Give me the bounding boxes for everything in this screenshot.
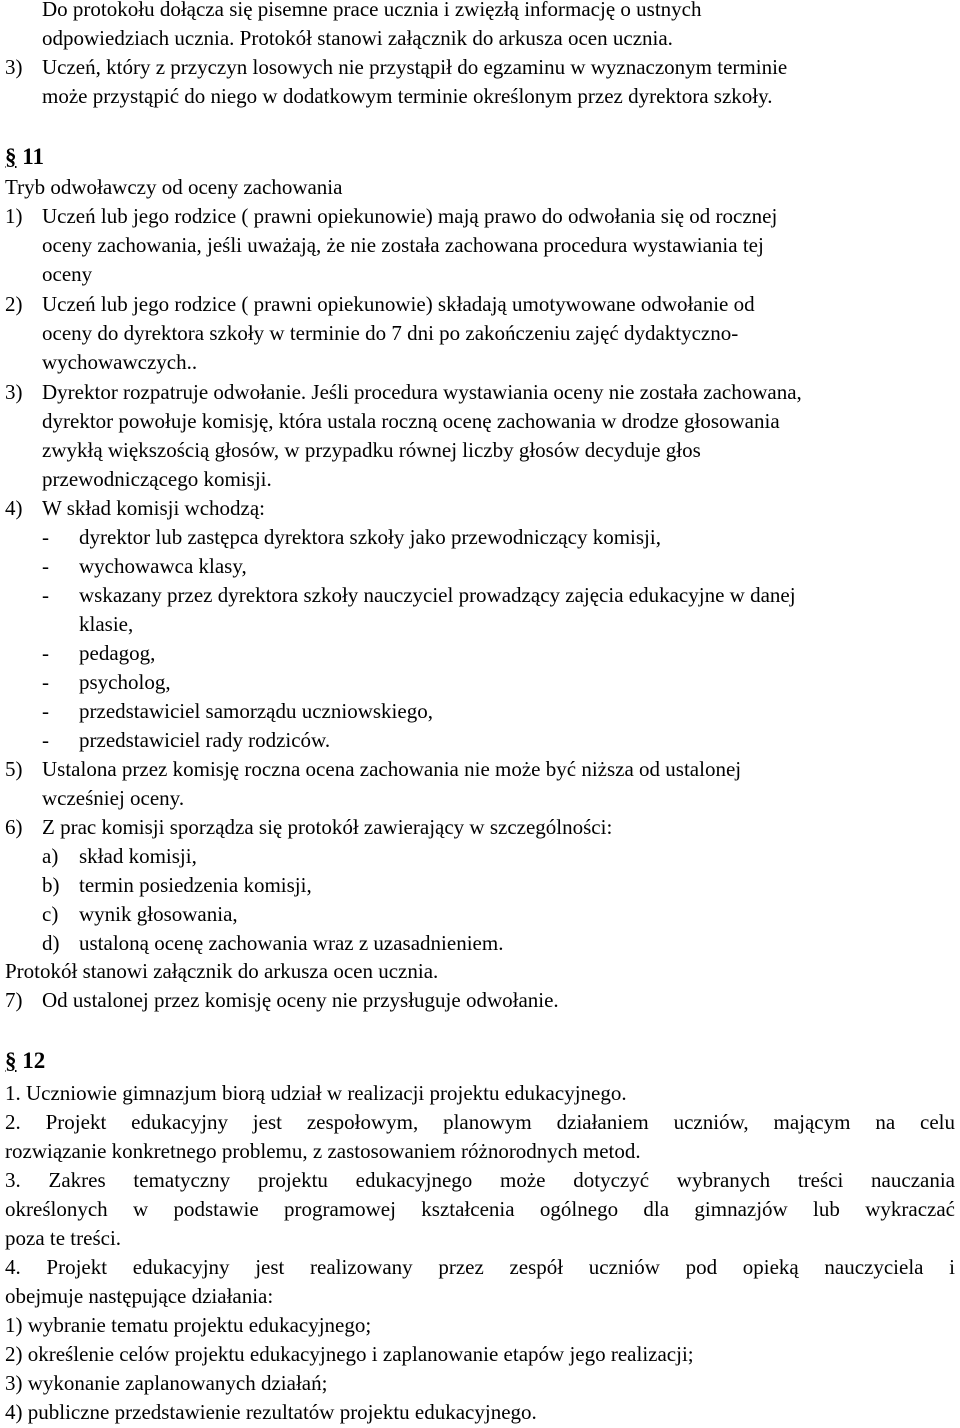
text-line: Uczeń lub jego rodzice ( prawni opiekunowie) składają umotywowane odwołanie od (42, 292, 755, 316)
list-item: wskazany przez dyrektora szkoły nauczyciel prowadzący zajęcia edukacyjne w danej (79, 583, 796, 607)
item-number: 3) (5, 55, 23, 79)
section-heading-11 (5, 142, 44, 171)
list-item: przedstawiciel rady rodziców. (79, 728, 331, 752)
text-line: 3. Zakres tematyczny projektu edukacyjnego może dotyczyć wybranych treści nauczania (5, 1168, 955, 1192)
text-line: przewodniczącego komisji. (42, 467, 272, 491)
letter-number: a) (42, 844, 59, 868)
text-line: W skład komisji wchodzą: (42, 496, 265, 520)
list-item: 1) wybranie tematu projektu edukacyjnego; (5, 1313, 372, 1337)
list-item: ustaloną ocenę zachowania wraz z uzasadnieniem. (79, 931, 504, 955)
section-number: 12 (22, 1048, 46, 1073)
dash-bullet: - (42, 699, 49, 723)
list-item: klasie, (79, 612, 134, 636)
item-number: 7) (5, 988, 23, 1012)
item-number: 3) (5, 380, 23, 404)
item-number: 2) (5, 292, 23, 316)
list-item: wynik głosowania, (79, 902, 238, 926)
text-line: Z prac komisji sporządza się protokół zawierający w szczególności: (42, 815, 613, 839)
text-line: obejmuje następujące działania: (5, 1284, 274, 1308)
item-number: 5) (5, 757, 23, 781)
dash-bullet: - (42, 525, 49, 549)
text-line: Uczeń, który z przyczyn losowych nie przystąpił do egzaminu w wyznaczonym terminie (42, 55, 788, 79)
list-item: psycholog, (79, 670, 171, 694)
text-line: zwykłą większością głosów, w przypadku równej liczby głosów decyduje głos (42, 438, 701, 462)
dash-bullet: - (42, 583, 49, 607)
text-line: może przystąpić do niego w dodatkowym terminie określonym przez dyrektora szkoły. (42, 84, 773, 108)
section-heading-12 (5, 1046, 45, 1075)
text-line: odpowiedziach ucznia. Protokół stanowi załącznik do arkusza ocen ucznia. (42, 26, 673, 50)
list-item: 2) określenie celów projektu edukacyjnego i zaplanowanie etapów jego realizacji; (5, 1342, 694, 1366)
dash-bullet: - (42, 641, 49, 665)
list-item: termin posiedzenia komisji, (79, 873, 312, 897)
text-line: oceny (42, 262, 93, 286)
text-line: 4. Projekt edukacyjny jest realizowany przez zespół uczniów pod opieką nauczyciela i (5, 1255, 955, 1279)
item-number: 4) (5, 496, 23, 520)
list-item: 3) wykonanie zaplanowanych działań; (5, 1371, 328, 1395)
section-title: Tryb odwoławczy od oceny zachowania (5, 175, 343, 199)
section-number: 11 (22, 144, 44, 169)
dash-bullet: - (42, 670, 49, 694)
item-number: 1) (5, 204, 23, 228)
text-line: określonych w podstawie programowej kształcenia ogólnego dla gimnazjów lub wykraczać (5, 1197, 955, 1221)
text-line: Protokół stanowi załącznik do arkusza ocen ucznia. (5, 959, 439, 983)
dash-bullet: - (42, 728, 49, 752)
letter-number: b) (42, 873, 60, 897)
text-line: rozwiązanie konkretnego problemu, z zastosowaniem różnorodnych metod. (5, 1139, 641, 1163)
text-line: dyrektor powołuje komisję, która ustala roczną ocenę zachowania w drodze głosowania (42, 409, 780, 433)
text-line: wcześniej oceny. (42, 786, 185, 810)
list-item: przedstawiciel samorządu uczniowskiego, (79, 699, 433, 723)
text-line: Dyrektor rozpatruje odwołanie. Jeśli procedura wystawiania oceny nie została zachowana, (42, 380, 802, 404)
text-line: oceny do dyrektora szkoły w terminie do 7 dni po zakończeniu zajęć dydaktyczno- (42, 321, 739, 345)
paragraph-sign: § (5, 1048, 17, 1073)
list-item: dyrektor lub zastępca dyrektora szkoły jako przewodniczący komisji, (79, 525, 661, 549)
text-line: wychowawczych.. (42, 350, 198, 374)
text-line: 2. Projekt edukacyjny jest zespołowym, planowym działaniem uczniów, mającym na celu (5, 1110, 955, 1134)
dash-bullet: - (42, 554, 49, 578)
text-line: Ustalona przez komisję roczna ocena zachowania nie może być niższa od ustalonej (42, 757, 742, 781)
item-number: 6) (5, 815, 23, 839)
text-line: Uczeń lub jego rodzice ( prawni opiekunowie) mają prawo do odwołania się od rocznej (42, 204, 778, 228)
text-line: Do protokołu dołącza się pisemne prace ucznia i zwięzłą informację o ustnych (42, 0, 702, 21)
list-item: pedagog, (79, 641, 156, 665)
list-item: skład komisji, (79, 844, 197, 868)
list-item: wychowawca klasy, (79, 554, 247, 578)
letter-number: c) (42, 902, 59, 926)
text-line: 1. Uczniowie gimnazjum biorą udział w realizacji projektu edukacyjnego. (5, 1081, 627, 1105)
text-line: Od ustalonej przez komisję oceny nie przysługuje odwołanie. (42, 988, 559, 1012)
letter-number: d) (42, 931, 60, 955)
paragraph-sign: § (5, 144, 17, 169)
text-line: poza te treści. (5, 1226, 122, 1250)
list-item: 4) publiczne przedstawienie rezultatów projektu edukacyjnego. (5, 1400, 537, 1424)
text-line: oceny zachowania, jeśli uważają, że nie została zachowana procedura wystawiania tej (42, 233, 764, 257)
